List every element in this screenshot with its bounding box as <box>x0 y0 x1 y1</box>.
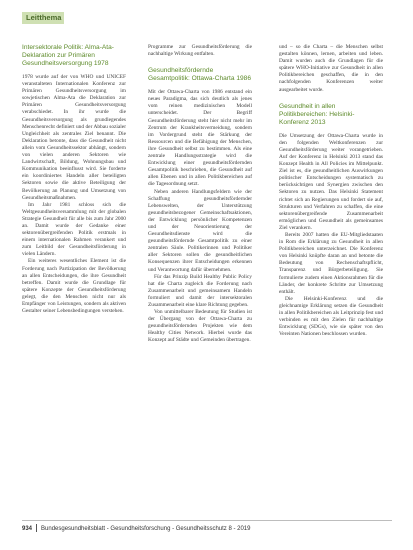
text-column-2 <box>148 44 252 345</box>
text-column-3 <box>279 44 383 338</box>
body-paragraph: Für das Prinzip Build Healthy Public Policy hat die Charta zugleich die Forderung nach Zusammenarbeit und gemeinsamem Handeln formuliert und damit der intersektoralen Zusammenarbeit eine klare Richtung gegeben. <box>148 273 252 308</box>
section-heading: Gesundheitsfördernde Gesamtpolitik: Ottawa-Charta 1986 <box>148 67 251 83</box>
section-heading: Gesundheit in allen Politikbereichen: Helsinki-Konferenz 2013 <box>279 102 355 126</box>
body-paragraph: Von unmittelbarer Bedeutung für Studien ist der Übergang von der Ottawa-Charta zu gesundheitsfördernden Projekten wie dem Healthy Cities Network. Hierbei wurde das Konzept auf Städte und Gemeinden übertragen. <box>148 309 252 344</box>
section-tag: Leitthema <box>22 12 64 24</box>
section-gap <box>148 58 252 67</box>
page-number: 934 <box>22 526 33 532</box>
page-footer <box>22 524 402 534</box>
body-paragraph: Die Helsinki-Konferenz und die gleichnamige Erklärung setzen die Gesundheit in allen Politikbereichen als Leitprinzip fest und verbinden es mit den Zielen für nachhaltige Entwicklung (SDGs), wie sie später von den Vereinten Nationen beschlossen wurden. <box>279 295 383 338</box>
body-paragraph: 1978 wurde auf der von WHO und UNICEF veranstalteten Internationalen Konferenz zur Primären Gesundheitsversorgung im sowjetischen Alma-Ata die Deklaration zur Primären Gesundheitsversorgung verabschiedet. In ihr wurde die Gesundheitsversorgung als grundlegendes Menschenrecht definiert und der Abbau sozialer Ungleichheit als zentrales Ziel benannt. Die Deklaration betonte, dass die Gesundheit nicht allein vom Gesundheitssektor abhängt, sondern von vielen anderen Sektoren wie Landwirtschaft, Bildung, Wohnungsbau und Kommunikation beeinflusst wird. Sie forderte ein koordiniertes Handeln aller beteiligten Sektoren sowie die aktive Beteiligung der Bevölkerung an Planung und Umsetzung von Gesundheitsmaßnahmen. <box>22 74 126 201</box>
body-paragraph: Ein weiteres wesentliches Element ist die Forderung nach Partizipation der Bevölkerung an allen Entscheidungen, die ihre Gesundheit betreffen. Damit wurde die Grundlage für spätere Konzepte der Gesundheitsförderung gelegt, die den Menschen nicht nur als Empfänger von Leistungen, sondern als aktiven Gestalter seiner Lebensbedingungen verstehen. <box>22 258 126 315</box>
footer-divider <box>36 524 37 532</box>
journal-title: Bundesgesundheitsblatt - Gesundheitsforschung - Gesundheitsschutz 8 - 2019 <box>41 526 251 532</box>
body-paragraph: Die Umsetzung der Ottawa-Charta wurde in den folgenden Weltkonferenzen zur Gesundheitsförderung weiter vorangetrieben. Auf der Konferenz in Helsinki 2013 stand das Konzept Health in All Policies im Mittelpunkt. Ziel ist es, die gesundheitlichen Auswirkungen politischer Entscheidungen systematisch zu berücksichtigen und Synergien zwischen den Sektoren zu nutzen. Das Helsinki Statement richtet sich an Regierungen und fordert sie auf, Strukturen und Verfahren zu schaffen, die eine sektorenübergreifende Zusammenarbeit ermöglichen und Gesundheit als gemeinsames Ziel verankern. <box>279 132 383 231</box>
body-paragraph: Mit der Ottawa-Charta von 1986 entstand ein neues Paradigma, das sich deutlich als jenes vom reinen medizinischen Modell unterscheidet. Der Begriff Gesundheitsförderung steht hier nicht mehr im Zentrum der Krankheitsvermeidung, sondern im Vordergrund steht die Stärkung der Ressourcen und die Befähigung der Menschen, ihre Gesundheit selbst zu bestimmen. Als eine zentrale Handlungsstrategie wird die Entwicklung einer gesundheitsfördernden Gesamtpolitik beschrieben, die Gesundheit auf allen Ebenen und in allen Politikbereichen auf die Tagesordnung setzt. <box>148 89 252 188</box>
footer-rule <box>22 520 392 521</box>
body-paragraph: Programme zur Gesundheitsförderung die nachhaltige Wirkung entfalten. <box>148 44 252 58</box>
body-paragraph: und – so die Charta – die Menschen selbst gestalten können, lernen, arbeiten und leben. Damit wurden auch die Grundlagen für die spätere WHO-Initiative zur Gesundheit in allen Politikbereichen geschaffen, die in den nachfolgenden Konferenzen weiter ausgearbeitet wurde. <box>279 44 383 93</box>
section-heading: Intersektorale Politik: Alma-Ata-Deklaration zur Primären Gesundheitsversorgung 1978 <box>22 44 114 67</box>
body-paragraph: Neben anderen Handlungsfeldern wie der Schaffung gesundheitsfördernder Lebenswelten, der Unterstützung gesundheitsbezogener Gemeinschaftsaktionen, der Entwicklung persönlicher Kompetenzen und der Neuorientierung der Gesundheitsdienste wird die gesundheitsfördernde Gesamtpolitik zu einer zentralen Säule. Politikerinnen und Politiker aller Sektoren sollen die gesundheitlichen Konsequenzen ihrer Entscheidungen erkennen und Verantwortung dafür übernehmen. <box>148 188 252 273</box>
section-gap <box>279 94 383 103</box>
text-column-1 <box>22 44 126 315</box>
body-paragraph: Im Jahr 1981 schloss sich die Weltgesundheitsversammlung mit der globalen Strategie Gesundheit für alle bis zum Jahr 2000 an. Damit wurde der Gedanke einer sektorenübergreifenden Politik erstmals in einem internationalen Rahmen verankert und zum Leitbild der Gesundheitsförderung in vielen Ländern. <box>22 201 126 258</box>
body-paragraph: Bereits 2007 hatten die EU-Mitgliedstaaten in Rom die Erklärung zu Gesundheit in allen Politikbereichen unterzeichnet. Die Konferenz von Helsinki knüpfte daran an und betonte die Bedeutung von Rechenschaftspflicht, Transparenz und Bürgerbeteiligung. Sie formulierte zudem einen Aktionsrahmen für die Länder, der konkrete Schritte zur Umsetzung enthält. <box>279 231 383 295</box>
